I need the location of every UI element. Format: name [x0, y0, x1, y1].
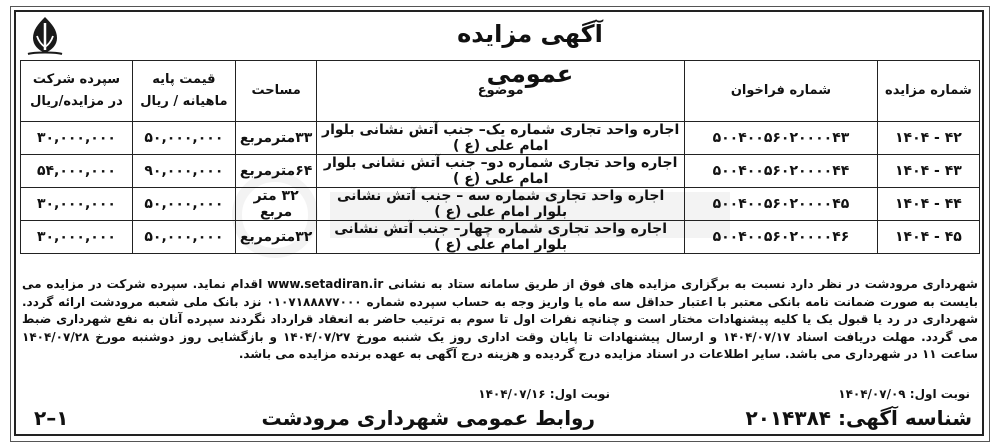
area-cell: ۶۴مترمربع [235, 155, 316, 188]
area-cell: ۳۲ متر مربع [235, 188, 316, 221]
area-cell: ۳۳مترمربع [235, 122, 316, 155]
col-area: مساحت [235, 61, 316, 122]
deposit-cell: ۳۰,۰۰۰,۰۰۰ [21, 188, 133, 221]
call-number-cell: ۵۰۰۴۰۰۵۶۰۲۰۰۰۰۴۳ [685, 122, 878, 155]
base-price-cell: ۵۰,۰۰۰,۰۰۰ [132, 221, 235, 254]
second-publication-date: نوبت اول: ۱۴۰۴/۰۷/۱۶ [478, 387, 610, 401]
ad-id: شناسه آگهی: ۲۰۱۴۳۸۴ [745, 406, 972, 430]
col-subject: موضوع [317, 61, 685, 122]
auction-number-cell: ۴۳ - ۱۴۰۴ [877, 155, 979, 188]
auction-number-cell: ۴۴ - ۱۴۰۴ [877, 188, 979, 221]
base-price-cell: ۹۰,۰۰۰,۰۰۰ [132, 155, 235, 188]
call-number-cell: ۵۰۰۴۰۰۵۶۰۲۰۰۰۰۴۴ [685, 155, 878, 188]
table-row [21, 122, 980, 155]
table-header-row [21, 61, 980, 122]
col-base-price: قیمت پایه ماهیانه / ریال [132, 61, 235, 122]
deposit-cell: ۳۰,۰۰۰,۰۰۰ [21, 122, 133, 155]
col-auction-number: شماره مزایده [877, 61, 979, 122]
subject-cell: اجاره واحد تجاری شماره دو– جنب آتش نشانی بلوار امام علی (ع ) [317, 155, 685, 188]
deposit-cell: ۳۰,۰۰۰,۰۰۰ [21, 221, 133, 254]
col-call-number: شماره فراخوان [685, 61, 878, 122]
subject-cell: اجاره واحد تجاری شماره یک– جنب آتش نشانی بلوار امام علی (ع ) [317, 122, 685, 155]
deposit-cell: ۵۴,۰۰۰,۰۰۰ [21, 155, 133, 188]
area-cell: ۳۲مترمربع [235, 221, 316, 254]
table-row [21, 188, 980, 221]
page-number: ۱–۲ [34, 406, 69, 430]
first-publication-date: نوبت اول: ۱۴۰۴/۰۷/۰۹ [838, 387, 970, 401]
iran-emblem-icon [24, 14, 66, 56]
auction-number-cell: ۴۲ - ۱۴۰۴ [877, 122, 979, 155]
subject-cell: اجاره واحد تجاری شماره سه – جنب آتش نشانی بلوار امام علی (ع ) [317, 188, 685, 221]
table-row [21, 155, 980, 188]
table-row [21, 221, 980, 254]
base-price-cell: ۵۰,۰۰۰,۰۰۰ [132, 122, 235, 155]
page-title: آگهی مزایده عمومی [457, 20, 603, 88]
auction-table [20, 60, 980, 254]
call-number-cell: ۵۰۰۴۰۰۵۶۰۲۰۰۰۰۴۵ [685, 188, 878, 221]
subject-cell: اجاره واحد تجاری شماره چهار– جنب آتش نشانی بلوار امام علی (ع ) [317, 221, 685, 254]
footer [20, 404, 980, 432]
col-deposit: سپرده شرکت در مزایده/ریال [21, 61, 133, 122]
base-price-cell: ۵۰,۰۰۰,۰۰۰ [132, 188, 235, 221]
publisher-name: روابط عمومی شهرداری مرودشت [261, 406, 595, 430]
auction-terms-text: شهرداری مرودشت در نظر دارد نسبت به برگزاری مزایده های فوق از طریق سامانه ستاد به نشانی www.setadiran.ir اقدام نماید. سپرده شرکت در مزایده می بایست به صورت ضمانت نامه بانکی معتبر با اعتبار حداقل سه ماه یا واریز وجه به حساب سپرده شماره ۰۱۰۷۱۸۸۸۷۷۰۰۰ نزد بانک ملی شعبه مرودشت ارائه گردد. شهرداری در رد یا قبول یک یا کلیه پیشنهادات مختار است و چنانچه نفرات اول تا سوم به ترتیب حاضر به انعقاد قرارداد نگردند سپرده آنان به نفع شهرداری ضبط می گردد. مهلت دریافت اسناد ۱۴۰۴/۰۷/۱۷ و ارسال پیشنهادات تا پایان وقت اداری روز یک شنبه مورخ ۱۴۰۴/۰۷/۲۷ و بازگشایی روز دوشنبه مورخ ۱۴۰۴/۰۷/۲۸ ساعت ۱۱ در شهرداری می باشد. سایر اطلاعات در اسناد مزایده درج گردیده و هزینه درج آگهی به عهده برنده مزایده می باشد. [22, 277, 978, 361]
auction-number-cell: ۴۵ - ۱۴۰۴ [877, 221, 979, 254]
call-number-cell: ۵۰۰۴۰۰۵۶۰۲۰۰۰۰۴۶ [685, 221, 878, 254]
